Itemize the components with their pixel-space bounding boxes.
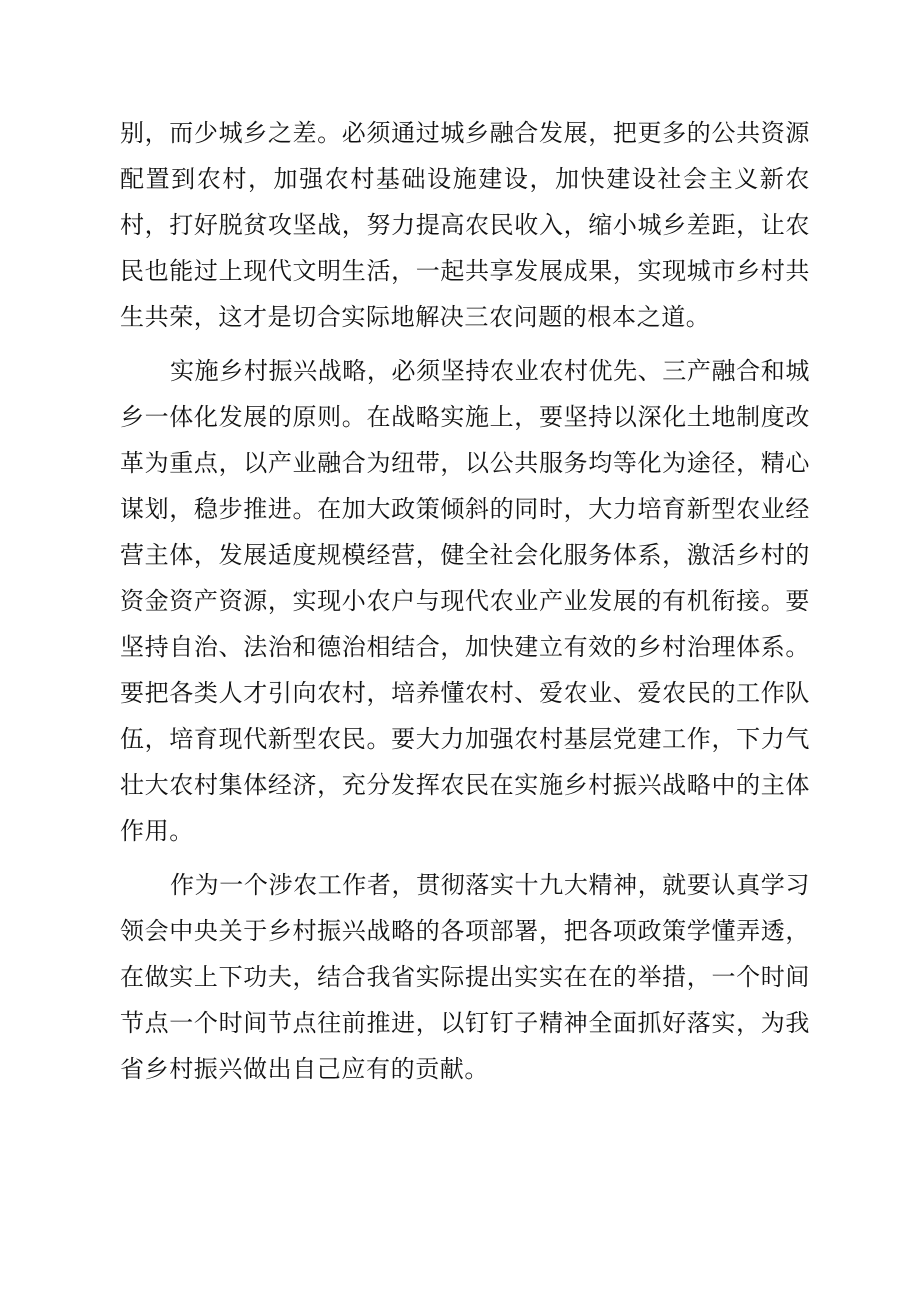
paragraph-rural-revitalization-strategy: 实施乡村振兴战略，必须坚持农业农村优先、三产融合和城乡一体化发展的原则。在战略实施上，要坚持以深化土地制度改革为重点，以产业融合为纽带，以公共服务均等化为途径，精心谋划，稳步推进。在加大政策倾斜的同时，大力培育新型农业经营主体，发展适度规模经营，健全社会化服务体系，激活乡村的资金资产资源，实现小农户与现代农业产业发展的有机衔接。要坚持自治、法治和德治相结合，加快建立有效的乡村治理体系。要把各类人才引向农村，培养懂农村、爱农业、爱农民的工作队伍，培育现代新型农民。要大力加强农村基层党建工作，下力气壮大农村集体经济，充分发挥农民在实施乡村振兴战略中的主体作用。 (120, 357, 810, 845)
paragraph-continued: 别，而少城乡之差。必须通过城乡融合发展，把更多的公共资源配置到农村，加强农村基础设施建设，加快建设社会主义新农村，打好脱贫攻坚战，努力提高农民收入，缩小城乡差距，让农民也能过上现代文明生活，一起共享发展成果，实现城市乡村共生共荣，这才是切合实际地解决三农问题的根本之道。 (120, 119, 810, 331)
document-body (120, 110, 810, 1100)
paragraph-agricultural-worker: 作为一个涉农工作者，贯彻落实十九大精神，就要认真学习领会中央关于乡村振兴战略的各项部署，把各项政策学懂弄透，在做实上下功夫，结合我省实际提出实实在在的举措，一个时间节点一个时间节点往前推进，以钉钉子精神全面抓好落实，为我省乡村振兴做出自己应有的贡献。 (120, 871, 810, 1083)
